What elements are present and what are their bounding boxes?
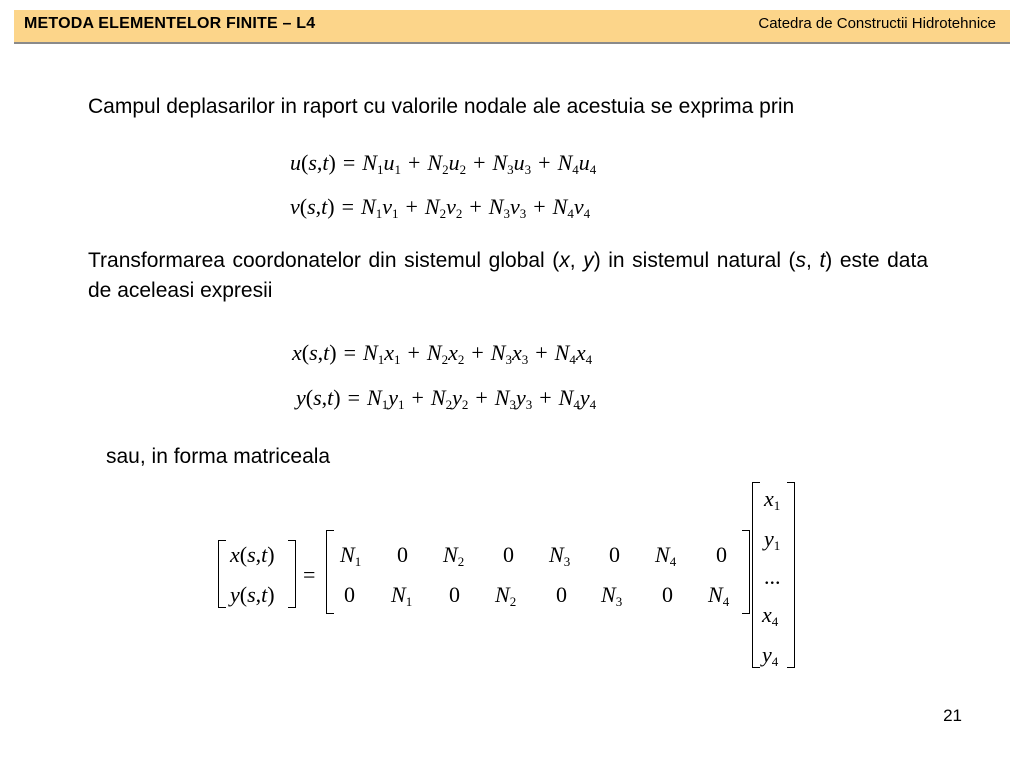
n-row2-col8: $N_4$ xyxy=(708,582,730,609)
n-row1-col8: 0 xyxy=(716,542,727,567)
n-row1-col3: $N_2$ xyxy=(443,542,465,569)
vector-entry-y1: $y_1$ xyxy=(764,526,781,553)
lhs-bracket-left xyxy=(218,540,226,608)
n-matrix-bracket-left xyxy=(326,530,334,614)
n-row2-col4: $N_2$ xyxy=(495,582,517,609)
n-row1-col5: $N_3$ xyxy=(549,542,571,569)
n-row2-col3: 0 xyxy=(449,582,460,607)
n-row2-col7: 0 xyxy=(662,582,673,607)
slide-header xyxy=(14,10,1010,44)
n-row1-col6: 0 xyxy=(609,542,620,567)
equation-v: $v(s,t) = N_1v_1 + N_2v_2 + N_3v_3 + N_4v_4$ xyxy=(290,194,591,221)
paragraph-displacement-field: Campul deplasarilor in raport cu valorile nodale ale acestuia se exprima prin xyxy=(88,95,795,118)
lhs-bracket-right xyxy=(288,540,296,608)
vector-entry-y4: $y_4$ xyxy=(762,642,779,669)
lhs-entry-1: x(s,t) xyxy=(230,542,275,567)
equals-sign: = xyxy=(303,562,316,587)
lhs-entry-2: y(s,t) xyxy=(230,582,275,607)
course-title: METODA ELEMENTELOR FINITE – L4 xyxy=(24,15,316,32)
n-row2-col1: 0 xyxy=(344,582,355,607)
vector-entry-x4: $x_4$ xyxy=(762,602,779,629)
vector-entry-ellipsis: ... xyxy=(764,564,781,589)
n-row2-col6: $N_3$ xyxy=(601,582,623,609)
n-row1-col2: 0 xyxy=(397,542,408,567)
page-number: 21 xyxy=(943,706,962,725)
n-matrix-bracket-right xyxy=(742,530,750,614)
department-name: Catedra de Constructii Hidrotehnice xyxy=(758,15,996,32)
paragraph-coordinate-transform: Transformarea coordonatelor din sistemul global (x, y) in sistemul natural (s, t) este data de aceleasi expresii xyxy=(88,249,928,302)
vector-entry-x1: $x_1$ xyxy=(764,486,781,513)
equation-x: $x(s,t) = N_1x_1 + N_2x_2 + N_3x_3 + N_4x_4$ xyxy=(292,340,593,367)
equation-y: $y(s,t) = N_1y_1 + N_2y_2 + N_3y_3 + N_4y_4$ xyxy=(296,385,597,412)
n-row2-col5: 0 xyxy=(556,582,567,607)
equation-u: $u(s,t) = N_1u_1 + N_2u_2 + N_3u_3 + N_4u_4$ xyxy=(290,150,597,177)
n-row1-col1: $N_1$ xyxy=(340,542,362,569)
n-row1-col7: $N_4$ xyxy=(655,542,677,569)
vector-bracket-right xyxy=(787,482,795,668)
paragraph-matrix-form: sau, in forma matriceala xyxy=(106,445,331,468)
n-row1-col4: 0 xyxy=(503,542,514,567)
n-row2-col2: $N_1$ xyxy=(391,582,413,609)
vector-bracket-left xyxy=(752,482,760,668)
